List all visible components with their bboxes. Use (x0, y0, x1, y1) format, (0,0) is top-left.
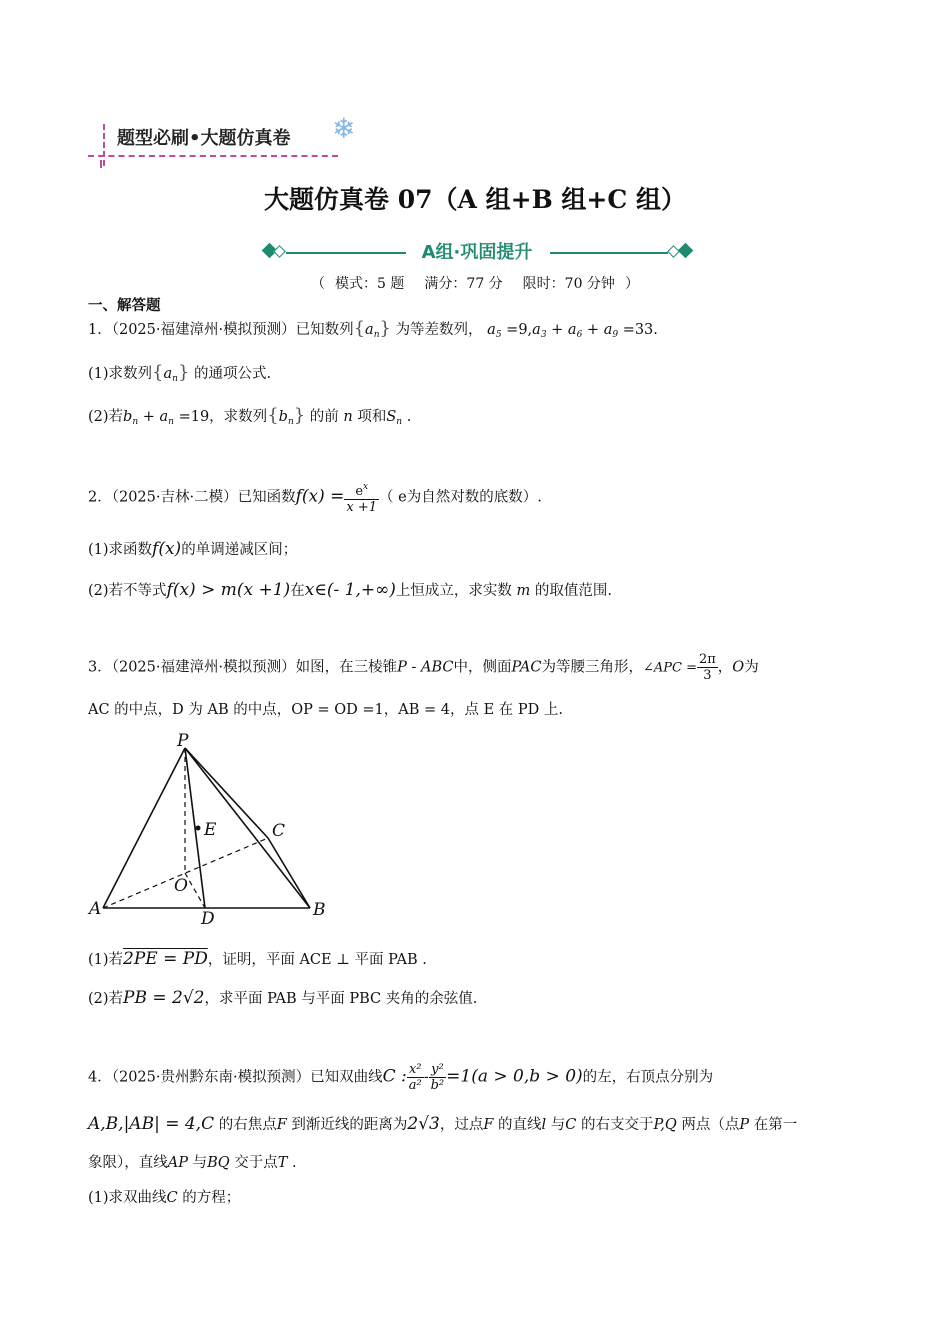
exam-mode-line: （ 模式：5 题 满分：77 分 限时：70 分钟 ） (311, 276, 639, 292)
section-banner (262, 238, 692, 268)
diamond-right-icon (678, 243, 694, 259)
q1-stem: 1．（2025·福建漳州·模拟预测）已知数列$\{a_n\}$ 为等差数列， $a_5 =9,a_3 + a_6 + a_9 =33$. (88, 318, 658, 340)
tetrahedron-figure (85, 728, 345, 933)
q4-line3: 象限），直线AP 与BQ 交于点T . (88, 1155, 297, 1171)
q1-part1: (1)求数列$\{a_n\}$ 的通项公式. (88, 362, 272, 384)
header-decor-vline (103, 124, 105, 166)
label-B: B (313, 900, 326, 920)
header-tag: 题型必刷•大题仿真卷 (117, 128, 291, 149)
diamond-left-outline-icon (273, 245, 286, 258)
section-heading: 一、解答题 (88, 297, 161, 314)
edge-PD (185, 748, 205, 908)
banner-line-left (286, 252, 406, 254)
banner-line-right (550, 252, 668, 254)
mode-score: 满分：77 分 (424, 276, 503, 292)
point-E (196, 826, 201, 831)
snowflake-icon: ❄ (332, 112, 356, 145)
label-C: C (272, 821, 286, 841)
q2-stem: 2．（2025·吉林·二模）已知函数f(x) = $\frac{e^x}{x +1}$ （ e为自然对数的底数）. (88, 482, 542, 515)
edge-CB (268, 838, 310, 908)
label-A: A (89, 899, 102, 919)
q3-part2: (2)若PB = 2√2，求平面 PAB 与平面 PBC 夹角的余弦值. (88, 988, 478, 1008)
q1-part2: (2)若$b_n + a_n =19$，求数列$\{b_n\}$ 的前 n 项和$S_n$ . (88, 405, 412, 427)
page-title: 大题仿真卷 07（A 组+B 组+C 组） (264, 185, 686, 214)
q2-part2: (2)若不等式f(x) > m(x +1)在x∈(- 1,+∞)上恒成立，求实数 m 的取值范围. (88, 580, 612, 600)
label-P: P (177, 731, 189, 751)
q4-part1: (1)求双曲线C 的方程； (88, 1190, 241, 1206)
banner-label: A组·巩固提升 (421, 242, 533, 263)
mode-count: 模式：5 题 (335, 276, 405, 292)
q2-fraction: $\frac{e^x}{x +1}$ (346, 482, 378, 515)
q3-stem: 3．（2025·福建漳州·模拟预测）如图，在三棱锥P - ABC中，侧面PAC为等腰三角形，∠APC = $\frac{2\pi}{3}$ ，O为 (88, 652, 759, 683)
label-E: E (204, 820, 217, 840)
header-decor-tick (100, 160, 102, 168)
q4-line2: A,B,|AB| = 4,C 的右焦点F 到渐近线的距离为2√3，过点F 的直线l 与C 的右支交于P,Q 两点（点P 在第一 (88, 1114, 798, 1134)
label-D: D (201, 909, 215, 929)
mode-time: 限时：70 分钟 (522, 276, 615, 292)
q3-line2: AC 的中点，D 为 AB 的中点，OP = OD =1，AB = 4，点 E 在 PD 上. (88, 702, 563, 718)
q4-stem: 4．（2025·贵州黔东南·模拟预测）已知双曲线C : $\frac{\text{x²}}{\text{a²}}$ - $\frac{\text{y²}}{\text{b²}}$ =1(a > 0,b > 0)的左，右顶点分别为 (88, 1062, 714, 1093)
q2-part1: (1)求函数f(x)的单调递减区间； (88, 539, 298, 559)
q3-part1: (1)若2PE = PD，证明，平面 ACE ⊥ 平面 PAB . (88, 949, 427, 969)
label-O: O (174, 876, 188, 896)
edge-PA (103, 748, 185, 908)
header-decor-hline (88, 155, 338, 157)
edge-PC (185, 748, 268, 838)
